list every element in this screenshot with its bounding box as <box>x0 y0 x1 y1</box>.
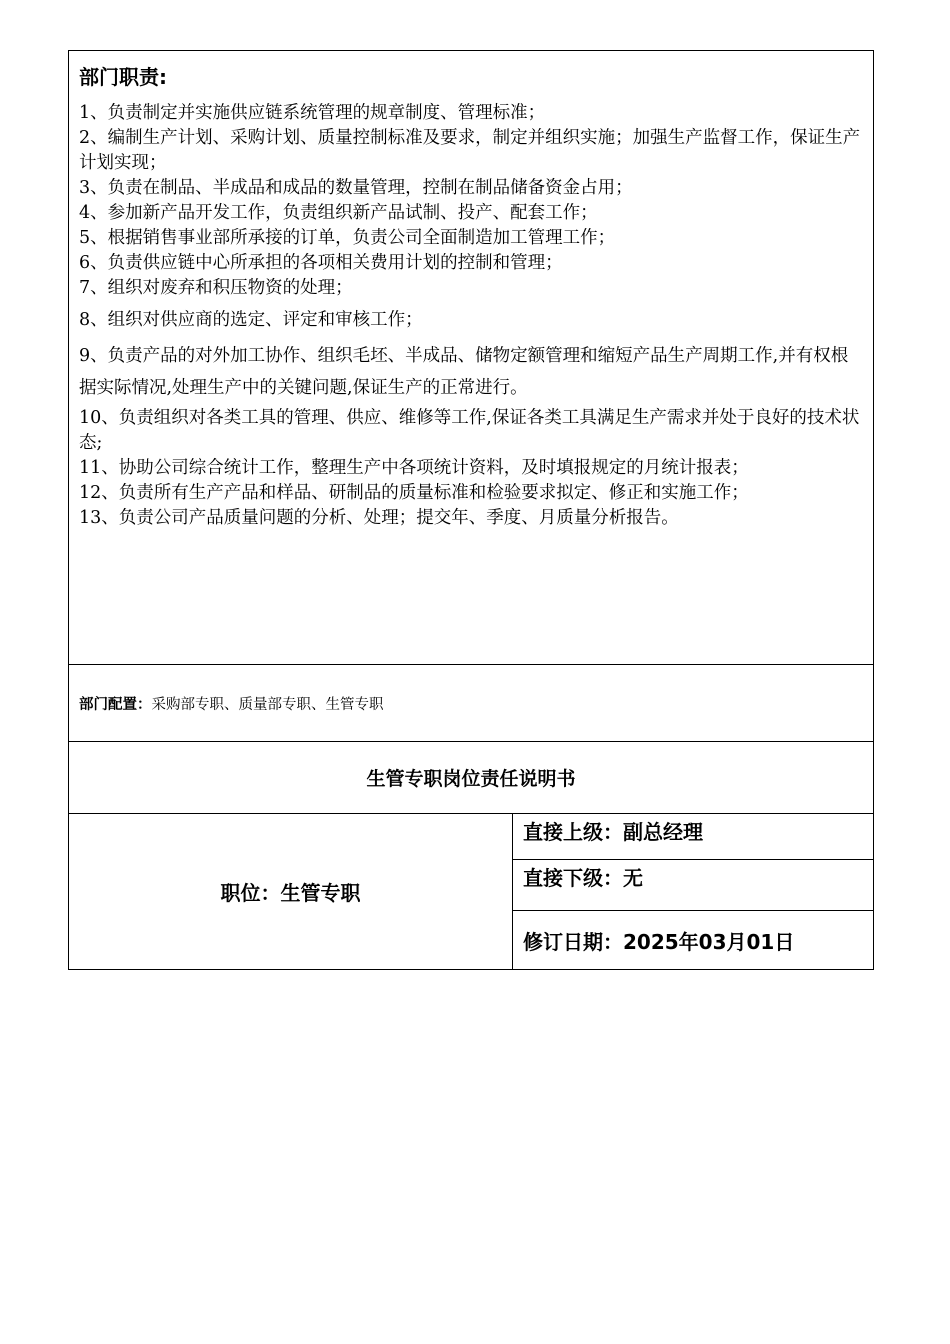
direct-subordinate: 直接下级：无 <box>513 860 874 911</box>
duty-item-10: 10、负责组织对各类工具的管理、供应、维修等工作,保证各类工具满足生产需求并处于良好的技术状态; <box>79 408 860 453</box>
job-description-table <box>68 50 874 970</box>
config-label: 部门配置： <box>79 696 152 713</box>
job-title: 生管专职岗位责任说明书 <box>69 742 874 814</box>
duty-item-12: 12、负责所有生产产品和样品、研制品的质量标准和检验要求拟定、修正和实施工作； <box>79 483 749 503</box>
position-label: 职位：生管专职 <box>69 814 513 970</box>
config-value: 采购部专职、质量部专职、生管专职 <box>151 696 384 713</box>
duty-item-3: 3、负责在制品、半成品和成品的数量管理，控制在制品储备资金占用； <box>79 178 633 198</box>
revision-date: 修订日期：2025年03月01日 <box>513 911 874 970</box>
duties-cell <box>69 51 874 665</box>
config-cell <box>69 665 874 742</box>
info-row-1 <box>69 814 874 860</box>
job-title-row <box>69 742 874 814</box>
duties-row <box>69 51 874 665</box>
duty-item-9: 9、负责产品的对外加工协作、组织毛坯、半成品、储物定额管理和缩短产品生产周期工作,并有权根据实际情况,处理生产中的关键问题,保证生产的正常进行。 <box>79 346 849 398</box>
duty-item-8: 8、组织对供应商的选定、评定和审核工作； <box>79 310 423 330</box>
direct-superior: 直接上级：副总经理 <box>513 814 874 860</box>
duty-item-7: 7、组织对废弃和积压物资的处理； <box>79 278 353 298</box>
duty-item-2: 2、编制生产计划、采购计划、质量控制标准及要求，制定并组织实施；加强生产监督工作，保证生产计划实现； <box>79 128 861 173</box>
config-row <box>69 665 874 742</box>
duty-item-13: 13、负责公司产品质量问题的分析、处理；提交年、季度、月质量分析报告。 <box>79 508 679 528</box>
duties-list <box>79 101 863 531</box>
duty-item-6: 6、负责供应链中心所承担的各项相关费用计划的控制和管理； <box>79 253 563 273</box>
duties-title: 部门职责: <box>79 65 167 89</box>
duty-item-11: 11、协助公司综合统计工作，整理生产中各项统计资料，及时填报规定的月统计报表； <box>79 458 749 478</box>
duty-item-5: 5、根据销售事业部所承接的订单，负责公司全面制造加工管理工作； <box>79 228 616 248</box>
duty-item-4: 4、参加新产品开发工作，负责组织新产品试制、投产、配套工作； <box>79 203 598 223</box>
duty-item-1: 1、负责制定并实施供应链系统管理的规章制度、管理标准； <box>79 103 546 123</box>
